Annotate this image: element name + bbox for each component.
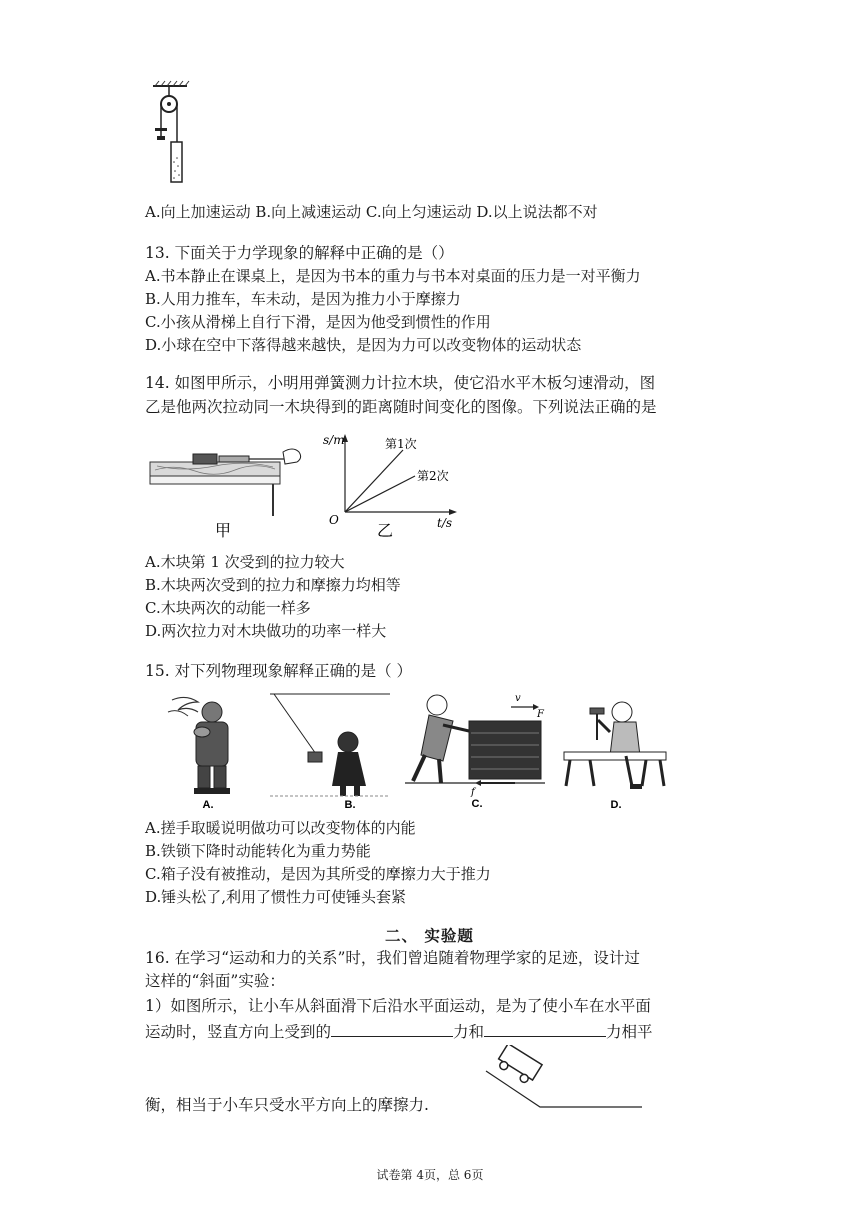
q14-option-b: B.木块两次受到的拉力和摩擦力均相等 <box>145 576 401 594</box>
page-footer: 试卷第 4页，总 6页 <box>376 1168 484 1182</box>
figure-jia-spring-scale <box>145 440 315 540</box>
q15-figure-c-pushing-box <box>405 685 550 810</box>
q13-option-c: C.小孩从滑梯上自行下滑，是因为他受到惯性的作用 <box>145 313 491 331</box>
q14-stem-line1: 14. 如图甲所示，小明用弹簧测力计拉木块，使它沿水平木板匀速滑动，图 <box>145 374 656 392</box>
line1-label: 第1次 <box>385 437 417 451</box>
q16-text-b: 力和 <box>453 1023 485 1041</box>
q16-part1-line3: 衡，相当于小车只受水平方向上的摩擦力. <box>145 1096 429 1114</box>
fig-label-d: D. <box>610 799 622 810</box>
q16-text-c: 力相平 <box>606 1023 653 1041</box>
section-heading: 二、 实验题 <box>385 926 474 945</box>
q15-figure-d-hammer-bench <box>560 690 670 810</box>
q13-option-a: A.书本静止在课桌上，是因为书本的重力与书本对桌面的压力是一对平衡力 <box>145 267 641 285</box>
q15-option-b: B.铁锁下降时动能转化为重力势能 <box>145 842 371 860</box>
q16-part1-line2 <box>145 1022 653 1042</box>
answer-blank-2[interactable] <box>484 1022 606 1037</box>
x-axis-label: t/s <box>437 516 453 530</box>
q16-stem-line1: 16. 在学习“运动和力的关系”时，我们曾追随着物理学家的足迹，设计过 <box>145 949 640 967</box>
fig-label-b: B. <box>344 799 356 810</box>
q14-option-c: C.木块两次的动能一样多 <box>145 599 311 617</box>
incline-cart-figure <box>482 1045 647 1113</box>
answer-blank-1[interactable] <box>331 1022 453 1037</box>
q12-options: A.向上加速运动 B.向上减速运动 C.向上匀速运动 D.以上说法都不对 <box>145 203 598 221</box>
y-axis-label: s/m <box>323 433 345 447</box>
pulley-figure <box>145 80 195 190</box>
q15-figure-b-pendulum-lock <box>270 690 395 810</box>
q16-part1-line1: 1）如图所示，让小车从斜面滑下后沿水平面运动，是为了使小车在水平面 <box>145 997 651 1015</box>
origin-label: O <box>329 513 339 527</box>
fig-c-F: F <box>537 709 544 720</box>
q14-option-d: D.两次拉力对木块做功的功率一样大 <box>145 622 387 640</box>
q14-stem-line2: 乙是他两次拉动同一木块得到的距离随时间变化的图像。下列说法正确的是 <box>145 398 657 416</box>
q16-text-a: 运动时，竖直方向上受到的 <box>145 1023 332 1041</box>
q15-stem: 15. 对下列物理现象解释正确的是（ ） <box>145 662 413 680</box>
fig-label-c: C. <box>471 798 483 810</box>
q15-option-a: A.搓手取暖说明做功可以改变物体的内能 <box>145 819 416 837</box>
q16-stem-line2: 这样的“斜面”实验： <box>145 972 285 990</box>
fig-c-f: f <box>471 787 475 798</box>
fig-label-a: A. <box>202 799 214 810</box>
q15-option-c: C.箱子没有被推动，是因为其所受的摩擦力大于推力 <box>145 865 491 883</box>
q15-figure-a-rubbing-hands <box>150 690 260 810</box>
figure-yi-st-graph <box>315 430 465 540</box>
label-jia: 甲 <box>214 521 232 540</box>
q15-option-d: D.锤头松了,利用了惯性力可使锤头套紧 <box>145 888 407 906</box>
fig-c-v: v <box>515 693 521 704</box>
line2-label: 第2次 <box>417 469 449 483</box>
q13-option-d: D.小球在空中下落得越来越快，是因为力可以改变物体的运动状态 <box>145 336 582 354</box>
q14-option-a: A.木块第 1 次受到的拉力较大 <box>145 553 345 571</box>
q13-stem: 13. 下面关于力学现象的解释中正确的是（） <box>145 244 454 262</box>
q13-option-b: B.人用力推车，车未动，是因为推力小于摩擦力 <box>145 290 461 308</box>
label-yi: 乙 <box>377 521 394 540</box>
